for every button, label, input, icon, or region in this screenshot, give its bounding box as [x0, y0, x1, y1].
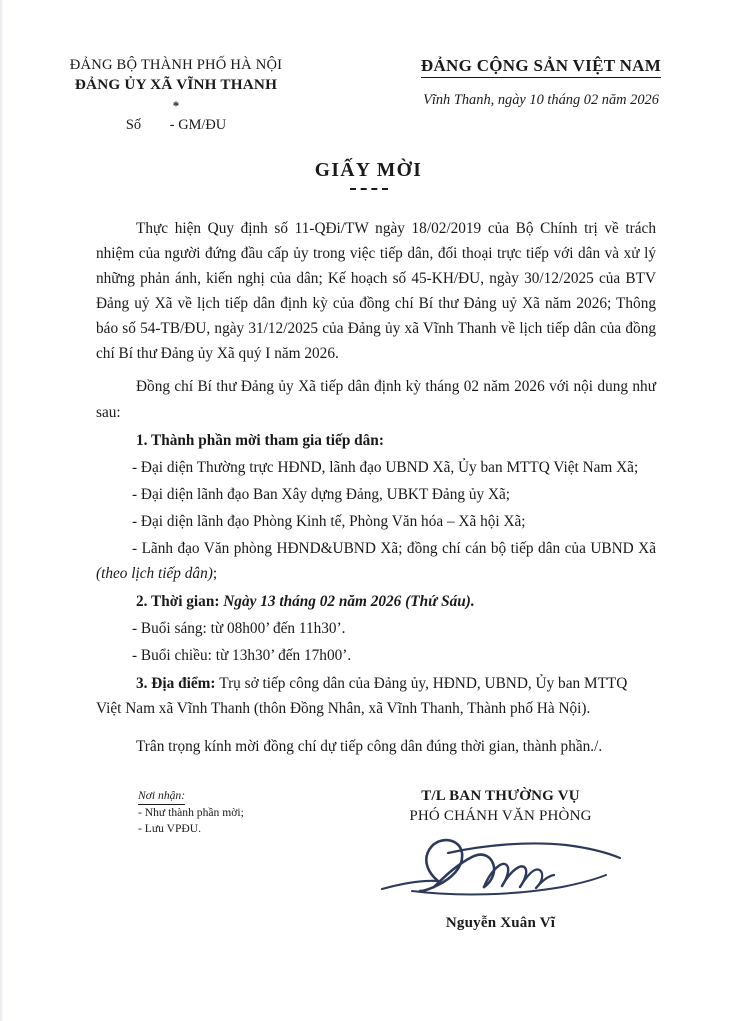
section-3-label: 3. Địa điểm:: [136, 675, 220, 693]
section-2-label: 2. Thời gian:: [136, 593, 224, 611]
issuing-authority-block: [0, 56, 346, 135]
document-header: [0, 56, 737, 135]
signer-authority-line: T/L BAN THƯỜNG VỤ: [421, 788, 580, 804]
intro-paragraph: Thực hiện Quy định số 11-QĐi/TW ngày 18/02/2019 của Bộ Chính trị về trách nhiệm của người đứng đầu cấp ủy trong việc tiếp dân, đối thoại trực tiếp với dân và xử lý những phản ánh, kiến nghị của dân; Kế hoạch số 45-KH/ĐU, ngày 30/12/2025 của BTV Đảng uỷ Xã về lịch tiếp dân định kỳ của đồng chí Bí thư Đảng uỷ Xã năm 2026; Thông báo số 54-TB/ĐU, ngày 31/12/2025 của Đảng ủy xã Vĩnh Thanh về lịch tiếp dân của đồng chí Bí thư Đảng ủy Xã quý I năm 2026.: [96, 220, 656, 363]
signer-title-line: PHÓ CHÁNH VĂN PHÒNG: [409, 808, 592, 825]
recipient-item-2: - Lưu VPĐU.: [138, 821, 202, 835]
title-block: [0, 160, 737, 190]
org-line-city: ĐẢNG BỘ THÀNH PHỐ HÀ NỘI: [69, 57, 283, 73]
handwritten-signature: [310, 827, 691, 915]
footer-row: [0, 786, 737, 932]
org-line-commune: ĐẢNG ỦY XÃ VĨNH THANH: [74, 76, 278, 94]
document-number: Số - GM/ĐU: [125, 116, 227, 133]
signer-name: Nguyễn Xuân Vĩ: [445, 915, 556, 932]
closing-paragraph: Trân trọng kính mời đồng chí dự tiếp công dân đúng thời gian, thành phần./.: [136, 738, 603, 756]
section-1-item-1: - Đại diện Thường trực HĐND, lãnh đạo UBND Xã, Ủy ban MTTQ Việt Nam Xã;: [132, 458, 639, 476]
party-name-wrap: [346, 56, 736, 78]
party-name: ĐẢNG CỘNG SẢN VIỆT NAM: [421, 56, 661, 78]
recipients-block: [0, 786, 310, 837]
recipients-title: Nơi nhận:: [138, 788, 185, 805]
section-1-item-4-text: - Lãnh đạo Văn phòng HĐND&UBND Xã; đồng chí cán bộ tiếp dân của UBND Xã: [132, 539, 656, 557]
section-2-value: Ngày 13 tháng 02 năm 2026 (Thứ Sáu).: [223, 593, 475, 611]
lead-paragraph: Đồng chí Bí thư Đảng ủy Xã tiếp dân định kỳ tháng 02 năm 2026 với nội dung như sau:: [96, 378, 656, 421]
section-1-item-4-note: (theo lịch tiếp dân): [96, 565, 213, 583]
signature-block: [310, 786, 737, 932]
recipient-item-1: - Như thành phần mời;: [138, 805, 244, 819]
section-2-item-2: - Buổi chiều: từ 13h30’ đến 17h00’.: [132, 647, 352, 665]
title-underline-rule: [350, 188, 388, 190]
national-heading-block: [346, 56, 736, 109]
document-body: [96, 216, 656, 762]
separator-asterisk: *: [172, 98, 180, 114]
section-1-item-4: [96, 536, 656, 586]
section-3-heading: [96, 671, 656, 721]
section-2-heading: [96, 589, 656, 614]
document-footer: [0, 786, 737, 932]
section-1-heading: 1. Thành phần mời tham gia tiếp dân:: [136, 431, 384, 449]
page-title: GIẤY MỜI: [314, 160, 423, 181]
recipients-title-wrap: [138, 786, 310, 805]
section-1-item-4-tail: ;: [212, 565, 218, 583]
place-and-date: Vĩnh Thanh, ngày 10 tháng 02 năm 2026: [423, 92, 659, 108]
closing-spacer: [96, 723, 656, 734]
section-1-item-2: - Đại diện lãnh đạo Ban Xây dựng Đảng, UBKT Đảng ủy Xã;: [132, 485, 511, 503]
section-1-item-3: - Đại diện lãnh đạo Phòng Kinh tế, Phòng Văn hóa – Xã hội Xã;: [132, 512, 526, 530]
section-2-item-1: - Buổi sáng: từ 08h00’ đến 11h30’.: [132, 620, 346, 638]
section-3-value: Trụ sở tiếp công dân của Đảng ủy, HĐND, UBND, Ủy ban MTTQ Việt Nam xã Vĩnh Thanh (thôn Đồng Nhân, xã Vĩnh Thanh, Thành phố Hà Nội).: [96, 675, 628, 718]
